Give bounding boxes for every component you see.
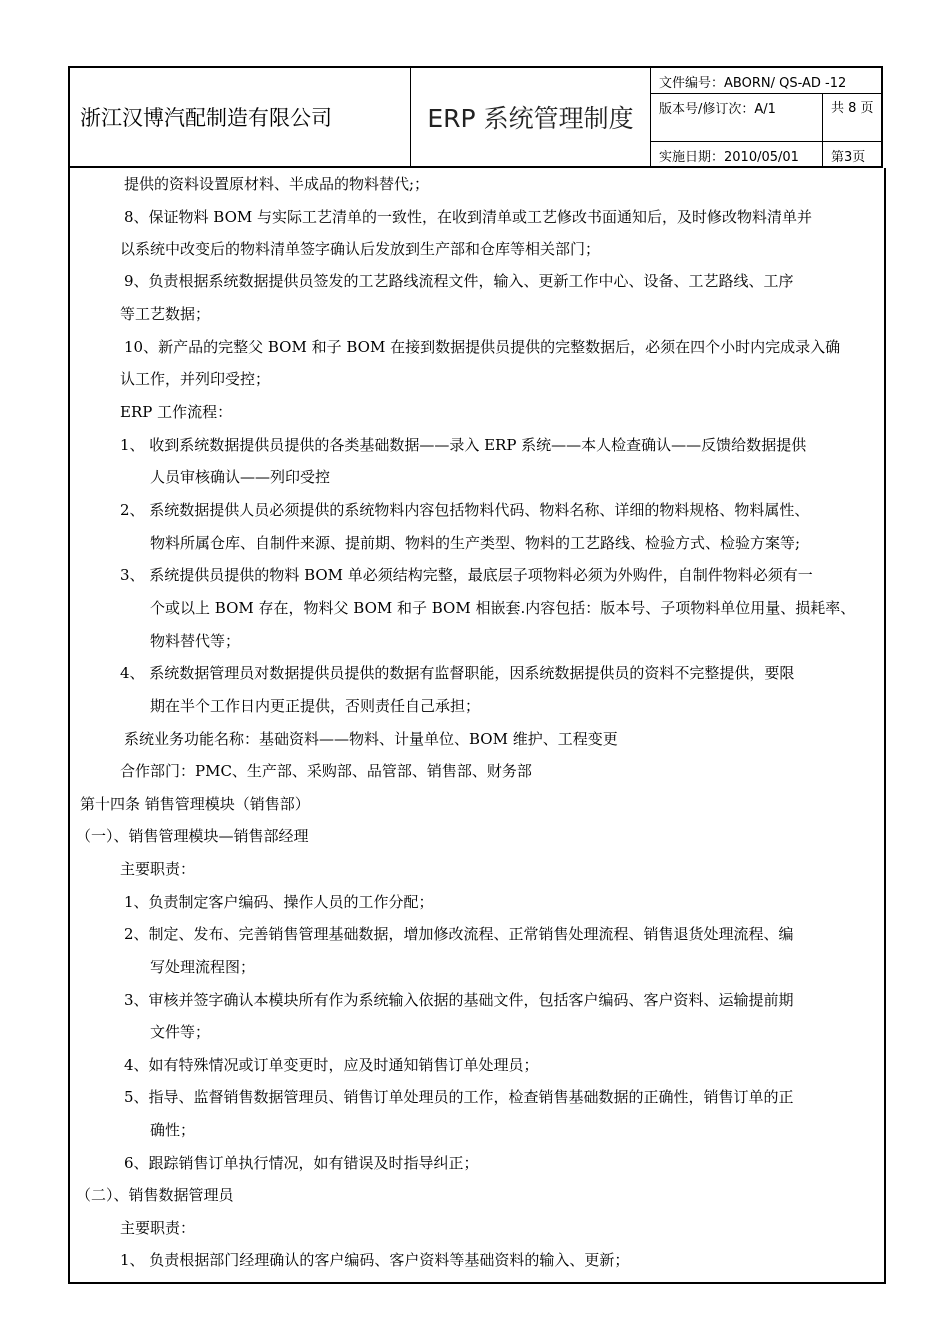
text-line: 写处理流程图； — [150, 958, 256, 976]
text-line: ERP 工作流程： — [120, 403, 233, 421]
doc-number: 文件编号：ABORN/ QS-AD -12 — [651, 68, 883, 94]
text-line: 物料替代等； — [150, 632, 241, 650]
text-line: 3、 系统提供员提供的物料 BOM 单必须结构完整，最底层子项物料必须为外购件，自制件物料必须有一 — [120, 566, 813, 584]
text-line: 确性； — [150, 1121, 196, 1139]
subsection-heading: （一）、销售管理模块—销售部经理 — [76, 827, 309, 845]
text-line: 提供的资料设置原材料、半成品的物料替代;； — [124, 175, 430, 193]
document-header — [68, 66, 883, 168]
version-number: 版本号/修订次：A/1 — [651, 94, 823, 142]
text-line: 文件等； — [150, 1023, 211, 1041]
section-heading: 第十四条 销售管理模块（销售部） — [80, 795, 310, 813]
text-line: 系统业务功能名称：基础资料——物料、计量单位、BOM 维护、工程变更 — [124, 730, 618, 748]
text-line: 9、负责根据系统数据提供员签发的工艺路线流程文件，输入、更新工作中心、设备、工艺路线、工序 — [124, 272, 794, 290]
effective-date: 实施日期：2010/05/01 — [651, 142, 823, 166]
subsection-heading: （二）、销售数据管理员 — [76, 1186, 234, 1204]
document-body — [68, 168, 886, 1284]
text-line: 1、负责制定客户编码、操作人员的工作分配； — [124, 893, 434, 911]
text-line: 2、制定、发布、完善销售管理基础数据，增加修改流程、正常销售处理流程、销售退货处理流程、编 — [124, 925, 794, 943]
text-line: 2、 系统数据提供人员必须提供的系统物料内容包括物料代码、物料名称、详细的物料规格、物料属性、 — [120, 501, 810, 519]
text-line: 4、如有特殊情况或订单变更时，应及时通知销售订单处理员； — [124, 1056, 539, 1074]
text-line: 10、新产品的完整父 BOM 和子 BOM 在接到数据提供员提供的完整数据后，必须在四个小时内完成录入确 — [124, 338, 841, 356]
text-line: 物料所属仓库、自制件来源、提前期、物料的生产类型、物料的工艺路线、检验方式、检验方案等; — [150, 534, 801, 552]
text-line: 3、审核并签字确认本模块所有作为系统输入依据的基础文件，包括客户编码、客户资料、运输提前期 — [124, 991, 794, 1009]
page-number: 第3页 — [831, 150, 866, 165]
text-line: 期在半个工作日内更正提供，否则责任自己承担； — [150, 697, 481, 715]
company-name: 浙江汉博汽配制造有限公司 — [70, 68, 411, 166]
text-line: 8、保证物料 BOM 与实际工艺清单的一致性，在收到清单或工艺修改书面通知后，及时修改物料清单并 — [124, 208, 813, 226]
text-line: 6、跟踪销售订单执行情况，如有错误及时指导纠正； — [124, 1154, 479, 1172]
text-line: 合作部门：PMC、生产部、采购部、品管部、销售部、财务部 — [120, 762, 532, 780]
text-line: 等工艺数据； — [120, 305, 211, 323]
text-line: 1、 负责根据部门经理确认的客户编码、客户资料等基础资料的输入、更新； — [120, 1251, 630, 1269]
text-line: 1、 收到系统数据提供员提供的各类基础数据——录入 ERP 系统——本人检查确认——反馈给数据提供 — [120, 436, 807, 454]
text-line: 主要职责： — [120, 860, 196, 878]
total-pages: 共 8 页 — [823, 94, 883, 142]
text-line: 以系统中改变后的物料清单签字确认后发放到生产部和仓库等相关部门； — [120, 240, 601, 258]
document-title: ERP 系统管理制度 — [411, 68, 651, 166]
text-line: 主要职责： — [120, 1219, 196, 1237]
text-line: 认工作，并列印受控； — [120, 370, 271, 388]
text-line: 4、 系统数据管理员对数据提供员提供的数据有监督职能，因系统数据提供员的资料不完整提供，要限 — [120, 664, 795, 682]
text-line: 人员审核确认——列印受控 — [150, 468, 331, 486]
text-line: 个或以上 BOM 存在，物料父 BOM 和子 BOM 相嵌套.内容包括：版本号、子项物料单位用量、损耗率、 — [150, 599, 856, 617]
text-line: 5、指导、监督销售数据管理员、销售订单处理员的工作，检查销售基础数据的正确性，销售订单的正 — [124, 1088, 794, 1106]
